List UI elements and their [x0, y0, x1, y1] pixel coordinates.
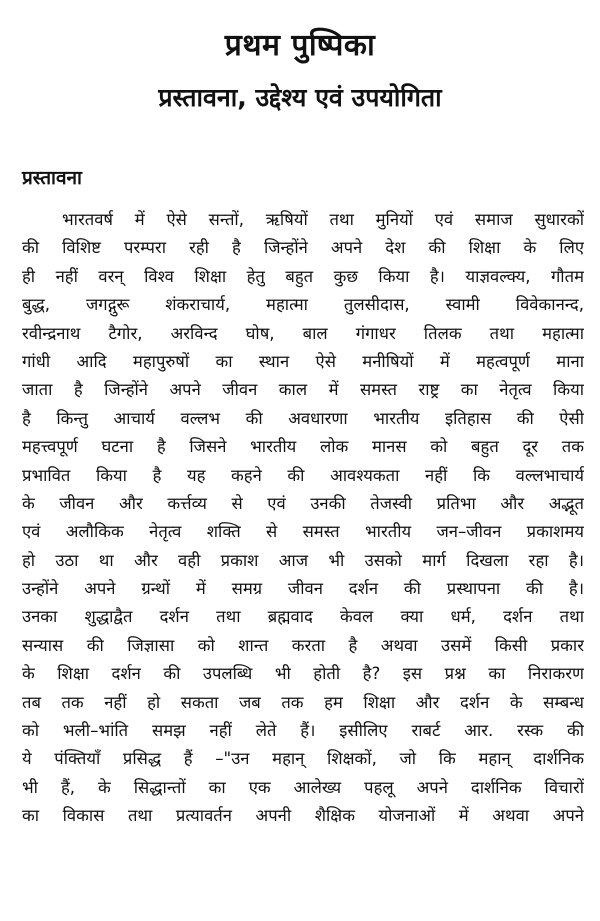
text-line: हो उठा था और वही प्रकाश आज भी उसको मार्ग दिखला रहा है।: [22, 550, 584, 570]
text-line: के जीवन और कर्त्तव्य से एवं उनकी तेजस्वी प्रतिभा और अद्भूत: [22, 493, 584, 513]
text-line: महत्त्वपूर्ण घटना है जिसने भारतीय लोक मानस को बहुत दूर तक: [22, 437, 584, 457]
text-line: ही नहीं वरन् विश्व शिक्षा हेतु बहुत कुछ किया है। याज्ञवल्क्य, गौतम: [22, 266, 584, 286]
text-line: गांधी आदि महापुरुषों का स्थान ऐसे मनीषियों में महत्वपूर्ण माना: [22, 351, 584, 371]
text-line: ये पंक्तियाँ प्रसिद्ध हैं –"उन महान् शिक्षकों, जो कि महान् दार्शनिक: [22, 749, 584, 769]
text-line: बुद्ध, जगद्गुरू शंकराचार्य, महात्मा तुलसीदास, स्वामी विवेकानन्द,: [22, 295, 584, 315]
text-line: का विकास तथा प्रत्यावर्तन अपनी शैक्षिक योजनाओं में अथवा अपने: [22, 806, 584, 826]
text-line: जाता है जिन्होंने अपने जीवन काल में समस्त राष्ट्र का नेतृत्व किया: [22, 380, 584, 400]
text-line: भी हैं, के सिद्धान्तों का एक आलेख्य पहलू अपने दार्शनिक विचारों: [22, 777, 584, 797]
text-line: रवीन्द्रनाथ टैगोर, अरविन्द घोष, बाल गंगाधर तिलक तथा महात्मा: [22, 323, 584, 343]
chapter-title: प्रथम पुष्पिका: [224, 28, 376, 63]
text-line: भारतवर्ष में ऐसे सन्तों, ऋषियों तथा मुनियों एवं समाज सुधारकों: [62, 210, 584, 229]
text-line: तब तक नहीं हो सकता जब तक हम शिक्षा और दर्शन के सम्बन्ध: [22, 692, 584, 712]
text-line: के शिक्षा दर्शन की उपलब्धि भी होती है? इस प्रश्न का निराकरण: [22, 664, 584, 684]
body-paragraph: [22, 206, 584, 831]
chapter-subtitle: प्रस्तावना, उद्देश्य एवं उपयोगिता: [158, 83, 442, 112]
text-line: उनका शुद्धाद्वैत दर्शन तथा ब्रह्मवाद केवल क्या धर्म, दर्शन तथा: [22, 607, 584, 627]
text-line: प्रभावित किया है यह कहने की आवश्यकता नहीं कि वल्लभाचार्य: [22, 465, 584, 485]
text-line: उन्होंने अपने ग्रन्थों में समग्र जीवन दर्शन की प्रस्थापना की है।: [22, 579, 584, 599]
text-line: एवं अलौकिक नेतृत्व शक्ति से समस्त भारतीय जन–जीवन प्रकाशमय: [22, 522, 584, 542]
text-line: है किन्तु आचार्य वल्लभ की अवधारणा भारतीय इतिहास की ऐसी: [22, 408, 584, 428]
section-heading: प्रस्तावना: [22, 167, 82, 189]
text-line: को भली–भांति समझ नहीं लेते हैं। इसीलिए राबर्ट आर. रस्क की: [22, 721, 584, 741]
text-line: की विशिष्ट परम्परा रही है जिन्होंने अपने देश की शिक्षा के लिए: [22, 238, 584, 258]
text-line: सन्यास की जिज्ञासा को शान्त करता है अथवा उसमें किसी प्रकार: [22, 635, 584, 655]
